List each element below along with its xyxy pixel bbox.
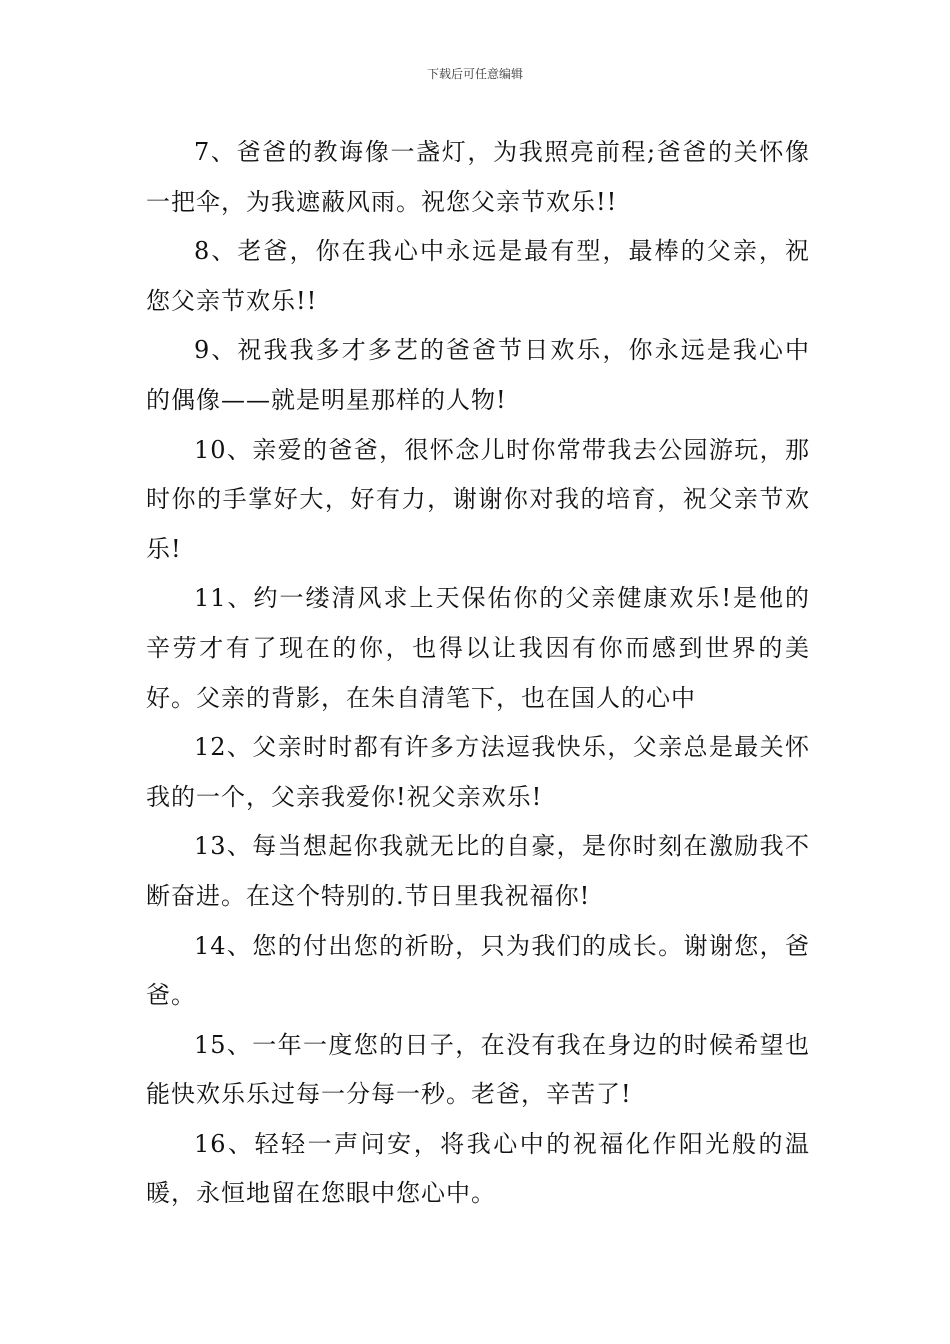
paragraph-11: 11、约一缕清风求上天保佑你的父亲健康欢乐!是他的辛劳才有了现在的你，也得以让我因有你而感到世界的美好。父亲的背影，在朱自清笔下，也在国人的心中 bbox=[146, 584, 810, 712]
paragraph-13: 13、每当想起你我就无比的自豪，是你时刻在激励我不断奋进。在这个特别的.节日里我祝福你! bbox=[146, 832, 810, 910]
paragraph-10: 10、亲爱的爸爸，很怀念儿时你常带我去公园游玩，那时你的手掌好大，好有力，谢谢你对我的培育，祝父亲节欢乐! bbox=[146, 435, 810, 563]
paragraph-16: 16、轻轻一声问安，将我心中的祝福化作阳光般的温暖，永恒地留在您眼中您心中。 bbox=[146, 1129, 810, 1208]
paragraph-7: 7、爸爸的教诲像一盏灯，为我照亮前程;爸爸的关怀像一把伞，为我遮蔽风雨。祝您父亲节欢乐!! bbox=[146, 138, 810, 216]
document-body bbox=[146, 128, 810, 1219]
page-header-note: 下载后可任意编辑 bbox=[426, 67, 523, 81]
paragraph-9: 9、祝我我多才多艺的爸爸节日欢乐，你永远是我心中的偶像——就是明星那样的人物! bbox=[146, 336, 810, 414]
paragraph-14: 14、您的付出您的祈盼，只为我们的成长。谢谢您，爸爸。 bbox=[146, 931, 810, 1010]
paragraph-12: 12、父亲时时都有许多方法逗我快乐，父亲总是最关怀我的一个，父亲我爱你!祝父亲欢乐! bbox=[146, 733, 810, 811]
paragraph-15: 15、一年一度您的日子，在没有我在身边的时候希望也能快欢乐乐过每一分每一秒。老爸，辛苦了! bbox=[146, 1030, 810, 1109]
paragraph-8: 8、老爸，你在我心中永远是最有型，最棒的父亲，祝您父亲节欢乐!! bbox=[146, 237, 810, 315]
